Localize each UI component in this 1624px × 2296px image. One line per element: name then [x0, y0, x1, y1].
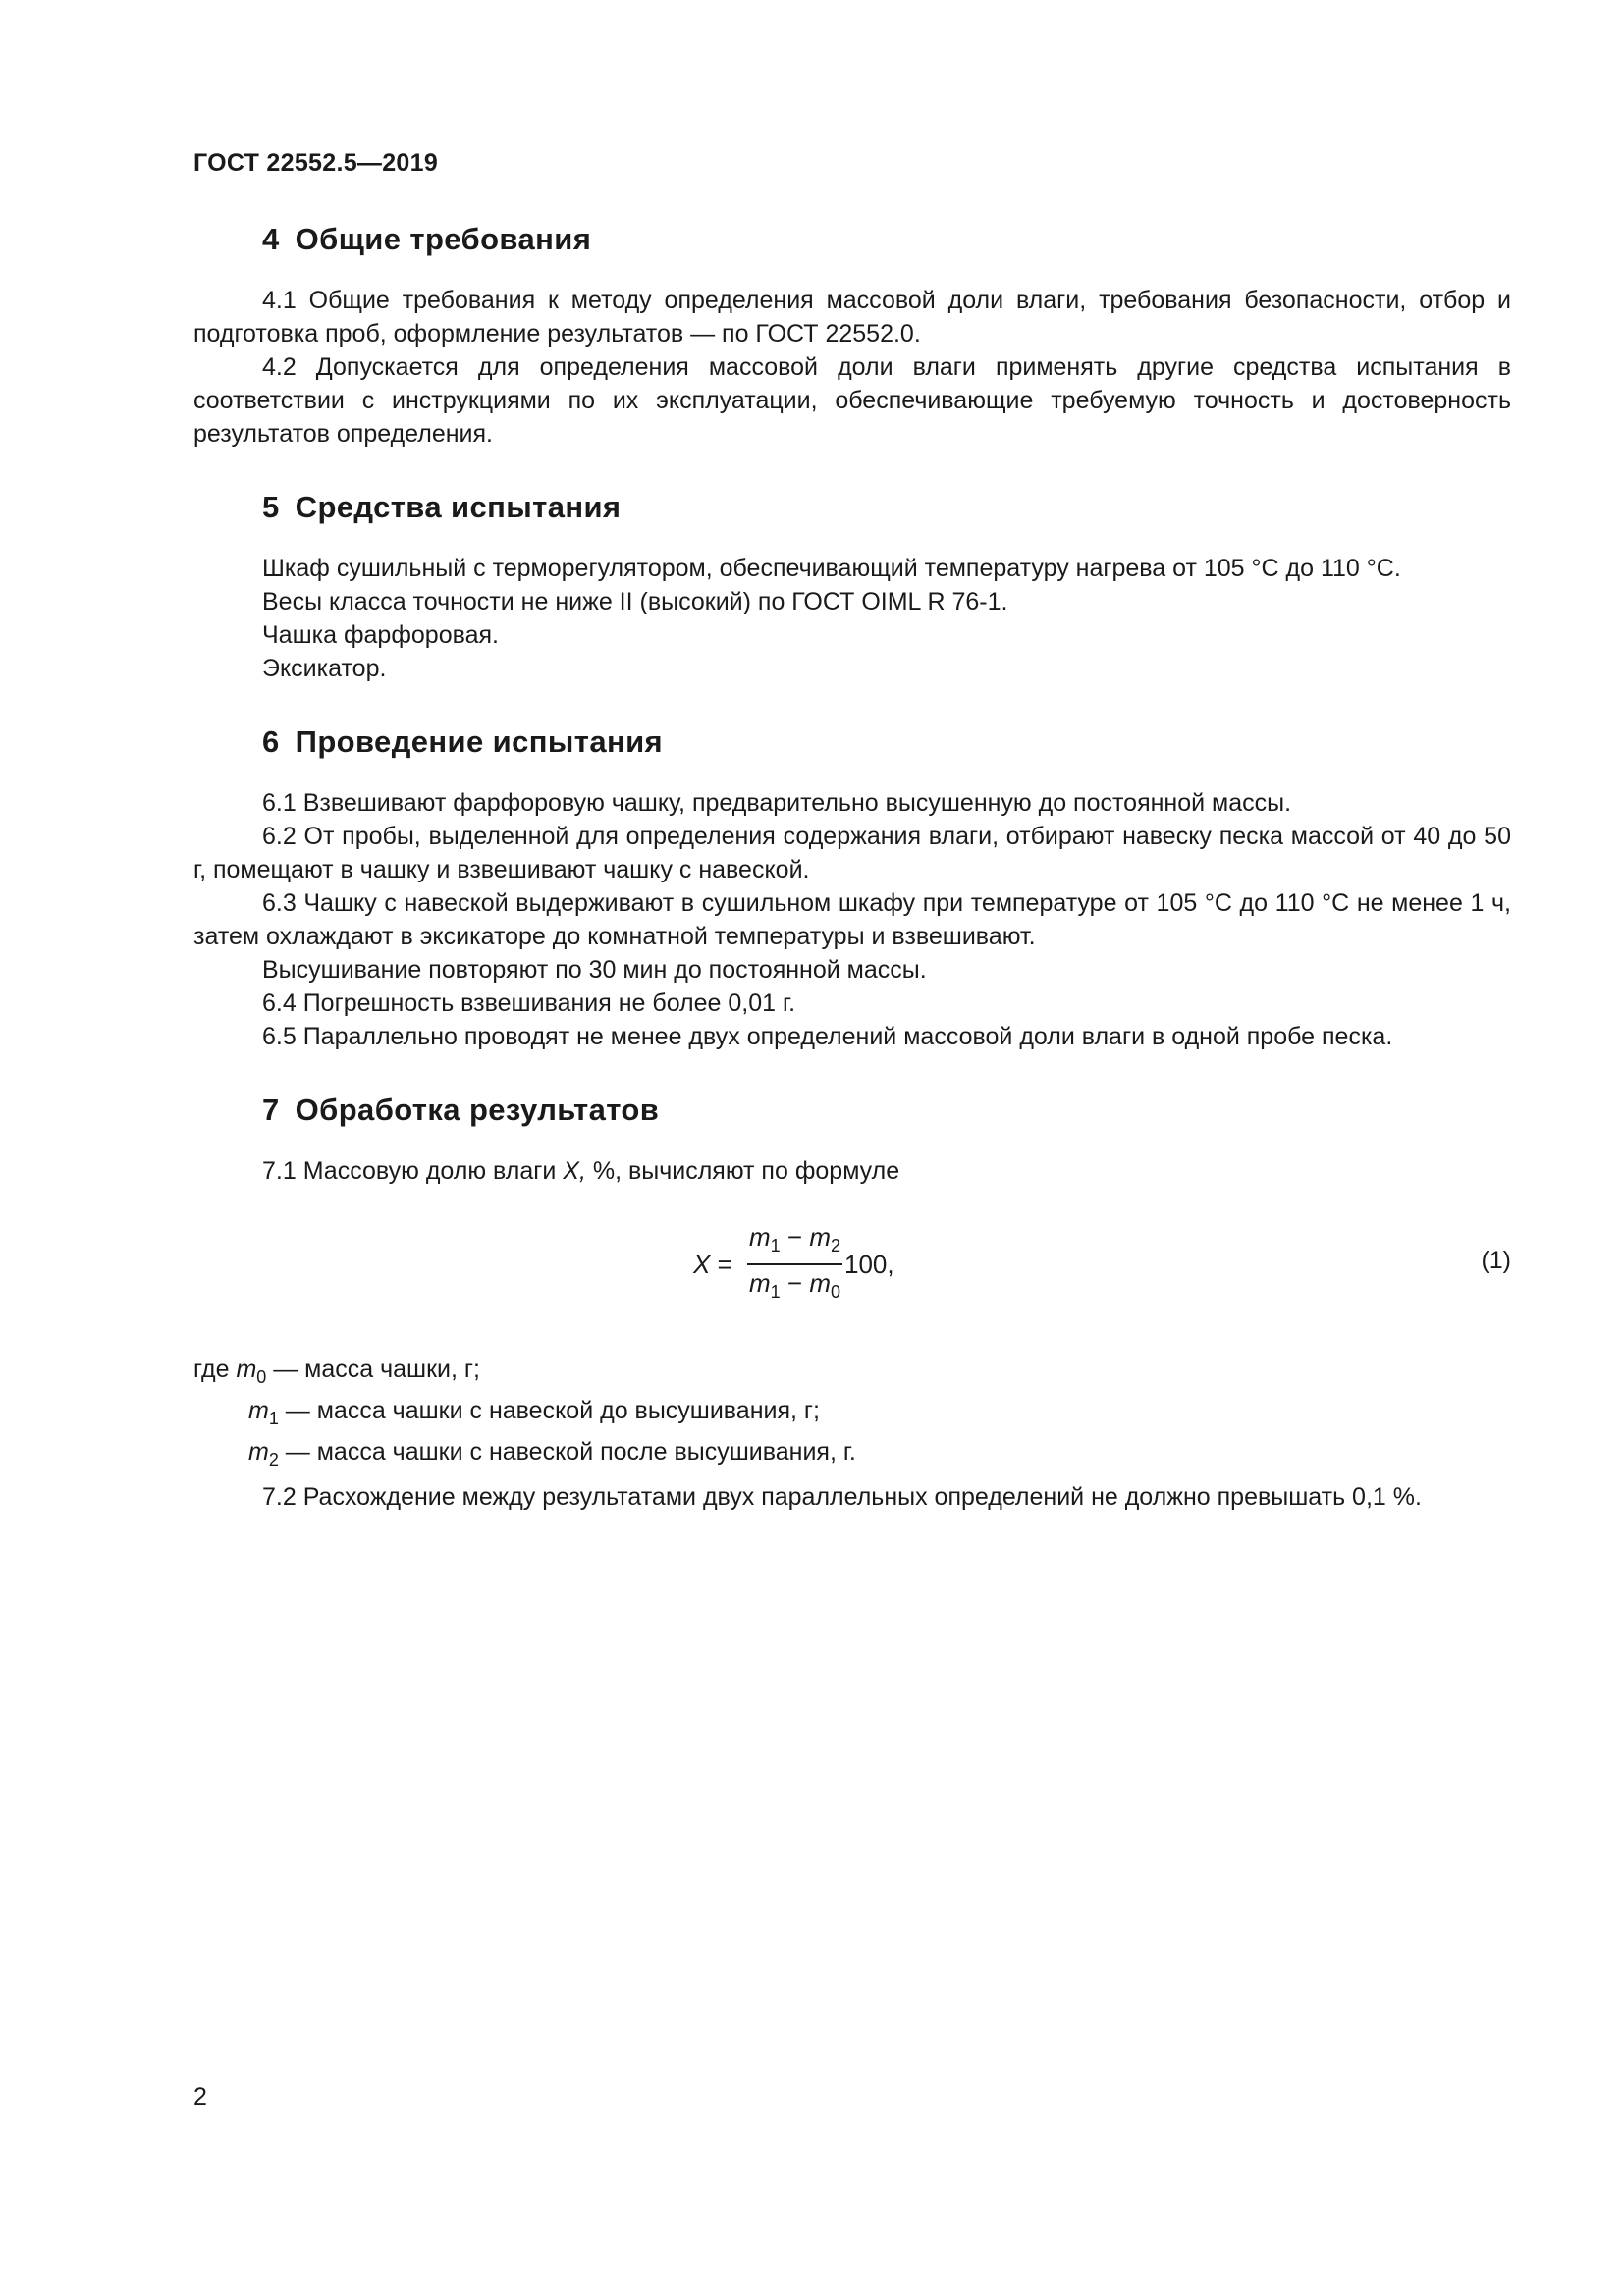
- fraction-denominator: $m_1 - m_0$: [748, 1268, 840, 1302]
- formula-equals: =: [710, 1249, 739, 1279]
- paragraph-7-2: 7.2 Расхождение между результатами двух параллельных определений не должно превышать 0,1 %.: [262, 1483, 1422, 1511]
- equipment-item: Чашка фарфоровая.: [262, 621, 500, 649]
- document-header: ГОСТ 22552.5—2019: [193, 149, 439, 177]
- section-6-number: 6: [262, 724, 280, 759]
- definition-m2: $m_2$ — масса чашки с навеской после высушивания, г.: [248, 1438, 856, 1469]
- paragraph-6-2: 6.2 От пробы, выделенной для определения содержания влаги, отбирают навеску песка массой от 40 до 50 г, помещают в чашку и взвешивают чашку с навеской.: [193, 823, 1511, 883]
- formula-factor: 100,: [844, 1249, 894, 1279]
- paragraph-6-3: 6.3 Чашку с навеской выдерживают в сушильном шкафу при температуре от 105 °С до 110 °С не менее 1 ч, затем охлаждают в эксикаторе до комнатной температуры и взвешивают.: [193, 889, 1511, 950]
- equation-number: (1): [1481, 1247, 1511, 1274]
- equipment-item: Весы класса точности не ниже II (высокий) по ГОСТ OIML R 76-1.: [262, 588, 1008, 615]
- section-7-title: Обработка результатов: [295, 1093, 660, 1127]
- paragraph-4-2: 4.2 Допускается для определения массовой доли влаги применять другие средства испытания в соответствии с инструкциями по их эксплуатации, обеспечивающие требуемую точность и достоверность результатов определения.: [193, 353, 1511, 448]
- section-6-title: Проведение испытания: [295, 724, 664, 759]
- section-4-title: Общие требования: [295, 222, 592, 256]
- definition-m0: где $m_0$ — масса чашки, г;: [193, 1356, 480, 1387]
- paragraph-4-1: 4.1 Общие требования к методу определения массовой доли влаги, требования безопасности, отбор и подготовка проб, оформление результатов — по ГОСТ 22552.0.: [193, 287, 1511, 347]
- paragraph-7-1: 7.1 Массовую долю влаги X, %, вычисляют по формуле: [262, 1157, 900, 1185]
- equipment-item: Эксикатор.: [262, 655, 387, 682]
- formula-fraction: [747, 1222, 842, 1307]
- formula-lhs: X: [693, 1249, 711, 1279]
- document-body: [193, 222, 1511, 1518]
- moisture-formula: [693, 1217, 894, 1311]
- paragraph-6-5: 6.5 Параллельно проводят не менее двух определений массовой доли влаги в одной пробе песка.: [262, 1023, 1393, 1050]
- variable-x: X,: [563, 1157, 586, 1185]
- section-5-heading: [193, 490, 1511, 525]
- section-7-heading: [193, 1093, 1511, 1128]
- equipment-item: Шкаф сушильный с терморегулятором, обеспечивающий температуру нагрева от 105 °С до 110 °С.: [262, 555, 1401, 582]
- page-number: 2: [193, 2083, 207, 2110]
- section-5-title: Средства испытания: [295, 490, 622, 524]
- paragraph-6-4: 6.4 Погрешность взвешивания не более 0,01 г.: [262, 989, 796, 1017]
- section-4-number: 4: [262, 222, 280, 256]
- formula-block: [193, 1217, 1511, 1311]
- variable-definitions: [193, 1353, 1511, 1476]
- paragraph-6-3-continued: Высушивание повторяют по 30 мин до постоянной массы.: [262, 956, 927, 984]
- section-4-heading: [193, 222, 1511, 257]
- definition-m1: $m_1$ — масса чашки с навеской до высушивания, г;: [248, 1397, 820, 1428]
- section-5-number: 5: [262, 490, 280, 524]
- section-7-number: 7: [262, 1093, 280, 1127]
- fraction-numerator: $m_1 - m_2$: [747, 1222, 842, 1265]
- section-6-heading: [193, 724, 1511, 760]
- paragraph-6-1: 6.1 Взвешивают фарфоровую чашку, предварительно высушенную до постоянной массы.: [262, 789, 1292, 817]
